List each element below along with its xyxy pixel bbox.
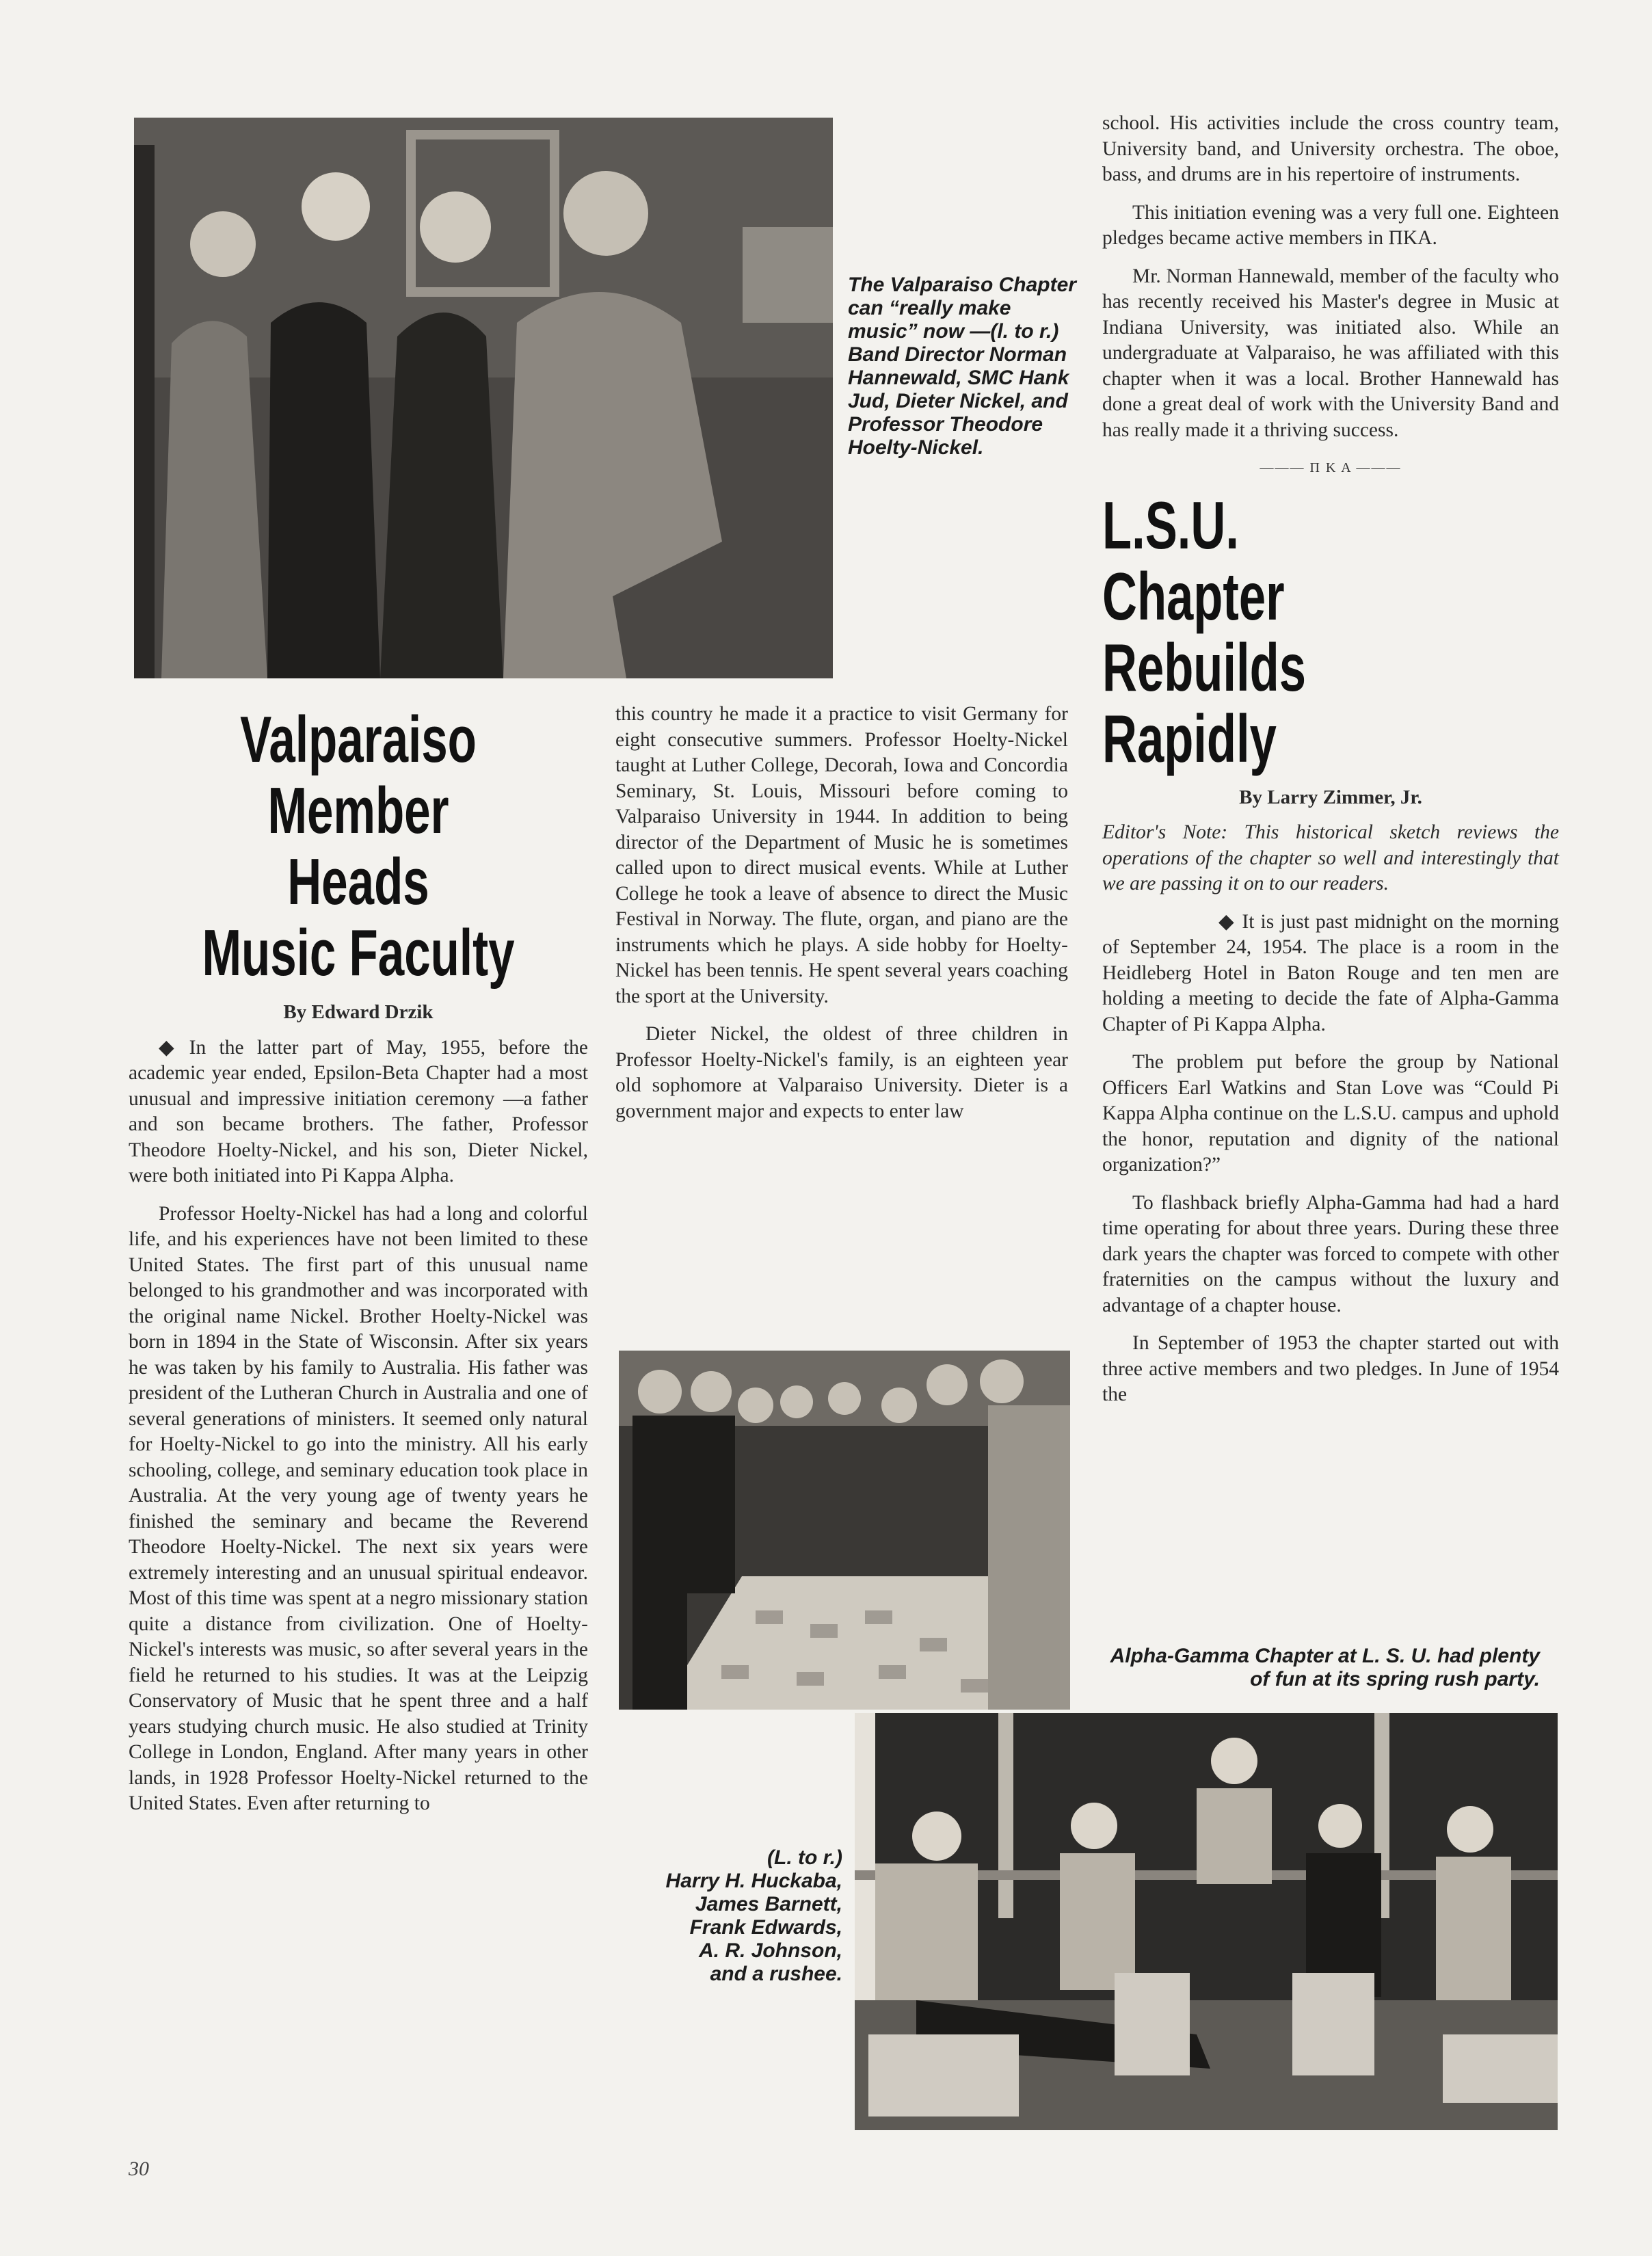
caption-line-5: A. R. Johnson, xyxy=(699,1939,842,1962)
caption-line-2: Harry H. Huckaba, xyxy=(665,1870,842,1892)
section-divider: ——— Π K A ——— xyxy=(1260,460,1402,475)
caption-line-3: James Barnett, xyxy=(695,1893,842,1915)
article1-paragraph-5: school. His activities include the cross country team, University band, and University orchestra. The oboe, bass, and drums are in his repertoire of instruments. xyxy=(1102,112,1559,185)
lead-diamond-icon-2: ◆ xyxy=(1218,910,1236,933)
caption-line-6: and a rushee. xyxy=(710,1963,842,1985)
photo-valparaiso-members xyxy=(134,118,833,678)
headline-valparaiso-line-1: Valparaiso Member xyxy=(240,703,477,847)
article2-paragraph-2: The problem put before the group by National Officers Earl Watkins and Stan Love was “Could Pi Kappa Alpha continue on the L.S.U. campus and uphold the honor, reputation and dignity of the national organization?” xyxy=(1102,1051,1559,1176)
article1-paragraph-1: ◆ In the latter part of May, 1955, before the academic year ended, Epsilon-Beta Chapter had a most unusual and impressive initiation ceremony —a father and son became brothers. The father, Professor Theodore Hoelty-Nickel, and his son, Dieter Nickel, were both initiated into Pi Kappa Alpha. xyxy=(129,1036,589,1186)
photo-rush-party xyxy=(619,1351,1070,1710)
article1-paragraph-7: Mr. Norman Hannewald, member of the faculty who has recently received his Master's degree in Music at Indiana University, was initiated also. While an undergraduate at Valparaiso, he was affiliated with this chapter when it was a local. Brother Hannewald has done a great deal of work with the University Band and has really made it a thriving success. xyxy=(1102,265,1559,441)
article2-paragraph-3: To flashback briefly Alpha-Gamma had had a hard time operating for about three years. During these three dark years the chapter was forced to compete with other fraternities on the campus without the luxury and advantage of a chapter house. xyxy=(1102,1191,1559,1316)
article2-paragraph-4: In September of 1953 the chapter started out with three active members and two pledges. In June of 1954 the xyxy=(1102,1332,1559,1405)
article1-paragraph-3: this country he made it a practice to visit Germany for eight consecutive summers. Professor Hoelty-Nickel taught at Luther College, Decorah, Iowa and Concordia Seminary, St. Louis, Missouri before coming to Valparaiso University in 1944. In addition to being director of the Department of Music he is sometimes called upon to direct musical events. While at Luther College he took a leave of absence to direct the Music Festival in Norway. The flute, organ, and piano are the instruments which he plays. A side hobby for Hoelty-Nickel has been tennis. He spent several years coaching the sport at the University. xyxy=(615,703,1068,1007)
article2-paragraph-1: ◆ It is just past midnight on the morning of September 24, 1954. The place is a room in the Heidleberg Hotel in Baton Rouge and ten men are holding a meeting to decide the fate of Alpha-Gamma Chapter of Pi Kappa Alpha. xyxy=(1102,910,1559,1035)
page-number: 30 xyxy=(129,2158,149,2180)
article1-paragraph-6: This initiation evening was a very full one. Eighteen pledges became active members in ΠKA. xyxy=(1102,201,1559,249)
headline-valparaiso-line-3: Music Faculty xyxy=(202,916,515,990)
editor-note: Editor's Note: This historical sketch reviews the operations of the chapter so well and interestingly that we are passing it on to our readers. xyxy=(1102,821,1559,894)
article1-paragraph-4: Dieter Nickel, the oldest of three children in Professor Hoelty-Nickel's family, is an eighteen year old sophomore at Valparaiso University. Dieter is a government major and expects to enter law xyxy=(615,1023,1068,1122)
headline-lsu-line-2: Rebuilds Rapidly xyxy=(1102,629,1306,776)
byline-larry-zimmer: By Larry Zimmer, Jr. xyxy=(1239,786,1422,808)
headline-lsu-line-1: L.S.U. Chapter xyxy=(1102,487,1285,634)
caption-line-4: Frank Edwards, xyxy=(689,1916,842,1939)
photo-caption-rush-party: Alpha-Gamma Chapter at L. S. U. had plenty of fun at its spring rush party. xyxy=(1110,1645,1540,1690)
article1-paragraph-2: Professor Hoelty-Nickel has had a long and colorful life, and his experiences have not been limited to these United States. The first part of this unusual name belonged to his grandmother and was incorporated with the original name Nickel. Brother Hoelty-Nickel was born in 1894 in the State of Wisconsin. After six years he was taken by his family to Australia. His father was president of the Lutheran Church in Australia and one of several generations of ministers. It seemed only natural for Hoelty-Nickel to go into the ministry. All his early schooling, college, and seminary education took place in Australia. At the very young age of twenty years he finished the seminary and became the Reverend Theodore Hoelty-Nickel. The next six years were extremely interesting and an unusual spiritual endeavor. Most of this time was spent at a negro missionary station quite a distance from civilization. One of Hoelty-Nickel's interests was music, so after several years in the field he returned to his studies. It was at the Leipzig Conservatory of Music that he spent three and a half years studying church music. He also studied at Trinity College in London, England. After many years in other lands, in 1928 Professor Hoelty-Nickel returned to the United States. Even after returning to xyxy=(129,1202,588,1814)
right-column xyxy=(1102,111,1559,1420)
photo-caption-valparaiso: The Valparaiso Chapter can “really make music” now —(l. to r.) Band Director Norman Hannewald, SMC Hank Jud, Dieter Nickel, and Professor Theodore Hoelty-Nickel. xyxy=(848,274,1076,459)
caption-line-1: (L. to r.) xyxy=(767,1846,842,1869)
photo-lsu-members-seated xyxy=(855,1713,1558,2130)
article-valparaiso-column-2 xyxy=(615,702,1068,1137)
article-valparaiso-column-1 xyxy=(129,704,588,1829)
lead-diamond-icon: ◆ xyxy=(159,1036,183,1059)
photo-caption-lsu-members xyxy=(602,1846,842,1986)
byline-edward-drzik: By Edward Drzik xyxy=(283,1001,434,1023)
headline-valparaiso-line-2: Heads xyxy=(287,845,429,918)
